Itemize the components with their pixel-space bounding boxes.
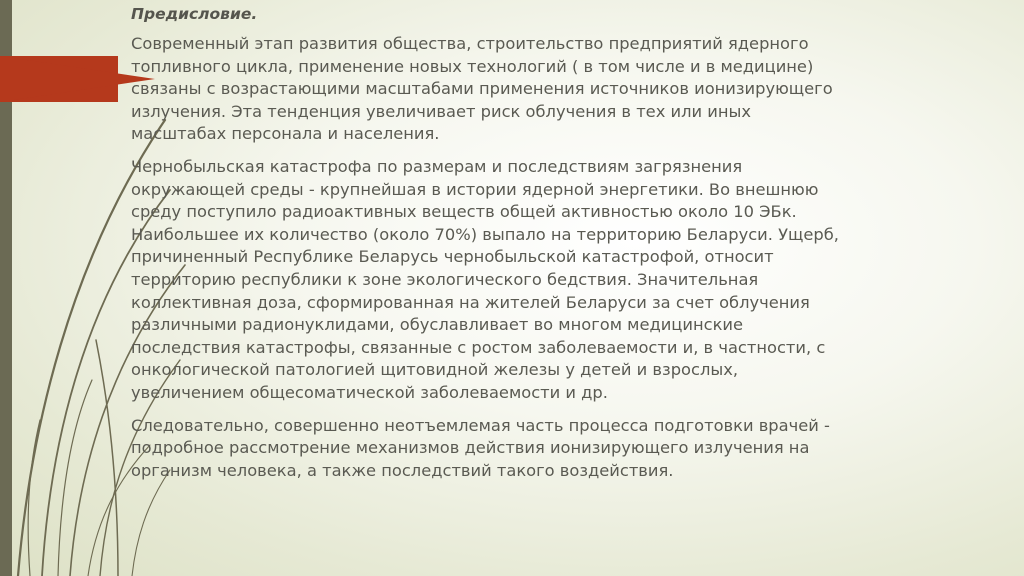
paragraph-chernobyl: Чернобыльская катастрофа по размерам и последствиям загрязнения окружающей среды - крупнейшая в истории ядерной энергетики. Во внешнюю среду поступило радиоактивных веществ общей активностью около 10 ЭБк. Наибольшее их количество (около 70%) выпало на территорию Беларуси. Ущерб, причиненный Республике Беларусь чернобыльской катастрофой, относит территорию республики к зоне экологического бедствия. Значительная коллективная доза, сформированная на жителей Беларуси за счет облучения различными радионуклидами, обуславливает во многом медицинские последствия катастрофы, связанные с ростом заболеваемости и, в частности, с онкологической патологией щитовидной железы у детей и взрослых, увеличением общесоматической заболеваемости и др. [131, 156, 839, 402]
paragraph-conclusion: Следовательно, совершенно неотъемлемая часть процесса подготовки врачей - подробное рассмотрение механизмов действия ионизирующего излучения на организм человека, а также последствий такого воздействия. [131, 415, 830, 480]
slide-heading: Предисловие. [131, 5, 258, 23]
paragraph-intro: Современный этап развития общества, строительство предприятий ядерного топливного цикла, применение новых технологий ( в том числе и в медицине) связаны с возрастающими масштабами применения источников ионизирующего излучения. Эта тенденция увеличивает риск облучения в тех или иных масштабах персонала и населения. [131, 34, 833, 144]
slide-content [131, 3, 851, 492]
